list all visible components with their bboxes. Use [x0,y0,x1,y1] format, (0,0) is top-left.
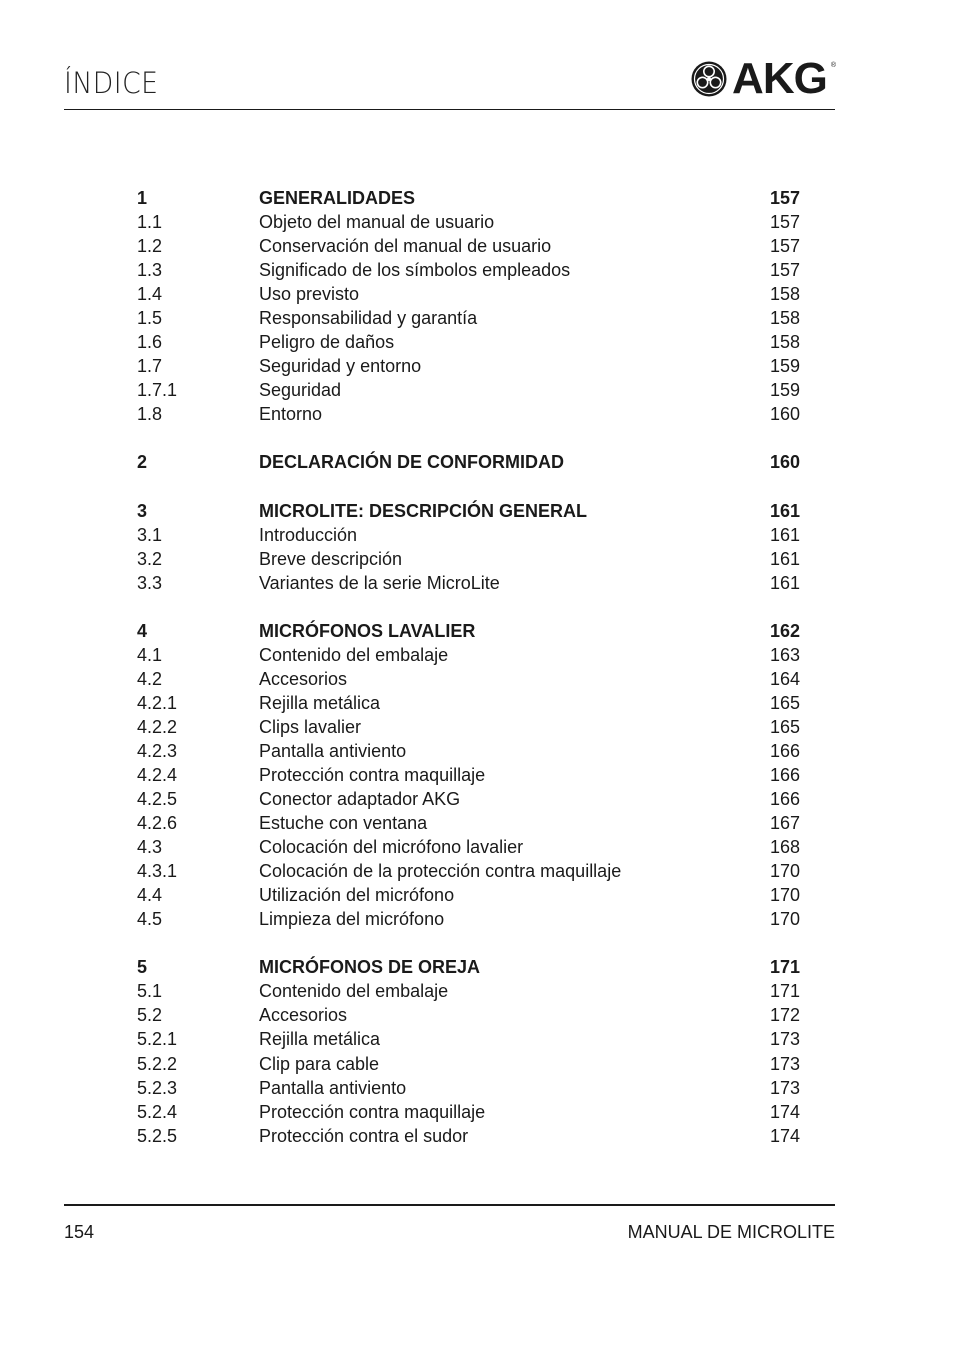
toc-title: Protección contra maquillaje [259,1101,486,1122]
toc-section-row [137,907,800,931]
toc-num: 4 [137,620,148,641]
toc-page: 158 [769,332,800,353]
toc-section-row [137,691,800,715]
toc-section-row [137,859,800,883]
toc-page: 166 [769,764,800,785]
toc-num: 1.8 [137,404,163,425]
toc-num: 5.2.3 [137,1077,178,1098]
toc-num: 3.2 [137,548,163,569]
toc-title: Estuche con ventana [259,813,428,834]
toc-num: 5.1 [137,981,163,1002]
toc-title: Pantalla antiviento [259,740,407,761]
akg-wordmark: AKG [732,54,827,103]
toc-title: MICROLITE: DESCRIPCIÓN GENERAL [259,500,588,521]
toc-section-row [137,811,800,835]
toc-num: 4.3.1 [137,861,178,882]
toc-section-row [137,354,800,378]
akg-emblem-icon [690,60,728,98]
toc-title: Conector adaptador AKG [259,789,461,810]
toc-section-row [137,883,800,907]
toc-num: 4.2.3 [137,740,178,761]
toc-page: 161 [769,548,800,569]
toc-page: 166 [769,740,800,761]
toc-page: 158 [769,308,800,329]
toc-section-row [137,643,800,667]
toc-num: 1.6 [137,332,163,353]
toc-page: 164 [769,668,800,689]
toc-page: 170 [769,909,800,930]
toc-title: Colocación de la protección contra maquillaje [259,861,622,882]
toc-chapter-row [137,499,800,523]
toc-num: 5.2.1 [137,1029,178,1050]
toc-title: Responsabilidad y garantía [259,308,478,329]
page-title: ÍNDICE [64,66,159,100]
toc-section-row [137,378,800,402]
toc-page: 168 [769,837,800,858]
toc-section-row [137,715,800,739]
toc-page: 157 [769,236,800,257]
toc-num: 1.7 [137,356,163,377]
toc-section-row [137,571,800,595]
toc-section-row [137,1052,800,1076]
toc-title: Seguridad [259,380,342,401]
toc-title: Utilización del micrófono [259,885,455,906]
toc-section-row [137,763,800,787]
toc-section-row [137,1100,800,1124]
toc-title: Accesorios [259,1005,348,1026]
toc-title: Breve descripción [259,548,403,569]
toc-title: Clips lavalier [259,716,362,737]
toc-title: Entorno [259,404,323,425]
toc-page: 157 [769,188,800,208]
toc-num: 1 [137,188,148,208]
toc-num: 4.2.4 [137,764,178,785]
footer-divider [64,1204,835,1206]
toc-section-row [137,547,800,571]
toc-num: 5 [137,957,148,978]
toc-num: 1.7.1 [137,380,178,401]
toc-section-row [137,1124,800,1148]
toc-chapter-row [137,955,800,979]
toc-title: Accesorios [259,668,348,689]
toc-page: 174 [769,1101,800,1122]
toc-page: 157 [769,212,800,233]
toc-page: 160 [769,404,800,425]
toc-title: Protección contra el sudor [259,1125,469,1146]
toc-num: 3 [137,500,148,521]
toc-page: 170 [769,861,800,882]
toc-section-row [137,667,800,691]
header-divider [64,109,835,110]
toc-title: Conservación del manual de usuario [259,236,552,257]
toc-num: 4.2.2 [137,716,178,737]
toc-title: Contenido del embalaje [259,644,449,665]
toc-section-row [137,402,800,426]
toc-section-row [137,258,800,282]
toc-page: 161 [769,572,800,593]
page-number: 154 [64,1222,95,1242]
toc-num: 4.5 [137,909,163,930]
toc-num: 4.2 [137,668,163,689]
toc-page: 165 [769,692,800,713]
toc-page: 171 [769,957,800,978]
toc-page: 170 [769,885,800,906]
toc-section-row [137,1003,800,1027]
toc-title: Uso previsto [259,284,360,305]
toc-num: 1.3 [137,260,163,281]
toc-num: 4.2.6 [137,813,178,834]
toc-title: Contenido del embalaje [259,981,449,1002]
toc-num: 3.3 [137,572,163,593]
toc-chapter-row [137,450,800,474]
toc-num: 4.2.5 [137,789,178,810]
toc-page: 173 [769,1077,800,1098]
toc-section-row [137,306,800,330]
toc-page: 172 [769,1005,800,1026]
toc-title: Seguridad y entorno [259,356,422,377]
toc-title: Variantes de la serie MicroLite [259,572,500,593]
toc-section-row [137,1076,800,1100]
toc-section-row [137,835,800,859]
toc-title: Clip para cable [259,1053,380,1074]
akg-logo [690,54,836,103]
toc-section-row [137,330,800,354]
toc-num: 1.1 [137,212,163,233]
toc-page: 174 [769,1125,800,1146]
toc-title: Objeto del manual de usuario [259,212,495,233]
toc-num: 3.1 [137,524,163,545]
toc-title: GENERALIDADES [259,188,416,208]
toc-page: 173 [769,1029,800,1050]
toc-title: Rejilla metálica [259,1029,381,1050]
toc-section-row [137,787,800,811]
toc-page: 166 [769,789,800,810]
table-of-contents [137,186,800,1148]
toc-title: MICRÓFONOS DE OREJA [259,957,481,978]
toc-page: 159 [769,356,800,377]
toc-title: Introducción [259,524,358,545]
toc-section-row [137,282,800,306]
toc-section-row [137,739,800,763]
toc-num: 2 [137,452,148,473]
manual-title: MANUAL DE MICROLITE [627,1222,835,1242]
toc-num: 5.2 [137,1005,163,1026]
toc-title: Protección contra maquillaje [259,764,486,785]
toc-section-row [137,210,800,234]
toc-title: Peligro de daños [259,332,395,353]
toc-num: 4.4 [137,885,163,906]
toc-section-row [137,1027,800,1051]
toc-title: Limpieza del micrófono [259,909,445,930]
toc-page: 157 [769,260,800,281]
toc-title: DECLARACIÓN DE CONFORMIDAD [259,452,564,473]
toc-num: 4.2.1 [137,692,178,713]
toc-title: MICRÓFONOS LAVALIER [259,620,476,641]
registered-mark: ® [830,62,836,69]
toc-title: Significado de los símbolos empleados [259,260,571,281]
toc-title: Pantalla antiviento [259,1077,407,1098]
toc-num: 5.2.2 [137,1053,178,1074]
toc-title: Colocación del micrófono lavalier [259,837,524,858]
toc-num: 4.1 [137,644,163,665]
toc-page: 159 [769,380,800,401]
toc-page: 167 [769,813,800,834]
toc-page: 165 [769,716,800,737]
toc-page: 162 [769,620,800,641]
toc-chapter-row [137,186,800,210]
toc-chapter-row [137,619,800,643]
toc-page: 173 [769,1053,800,1074]
toc-section-row [137,523,800,547]
toc-section-row [137,234,800,258]
toc-num: 5.2.5 [137,1125,178,1146]
toc-num: 1.4 [137,284,163,305]
toc-num: 4.3 [137,837,163,858]
toc-page: 163 [769,644,800,665]
toc-page: 161 [769,500,800,521]
toc-num: 1.5 [137,308,163,329]
toc-page: 158 [769,284,800,305]
toc-page: 160 [769,452,800,473]
toc-num: 1.2 [137,236,163,257]
toc-page: 171 [769,981,800,1002]
toc-num: 5.2.4 [137,1101,178,1122]
toc-page: 161 [769,524,800,545]
toc-section-row [137,979,800,1003]
toc-title: Rejilla metálica [259,692,381,713]
